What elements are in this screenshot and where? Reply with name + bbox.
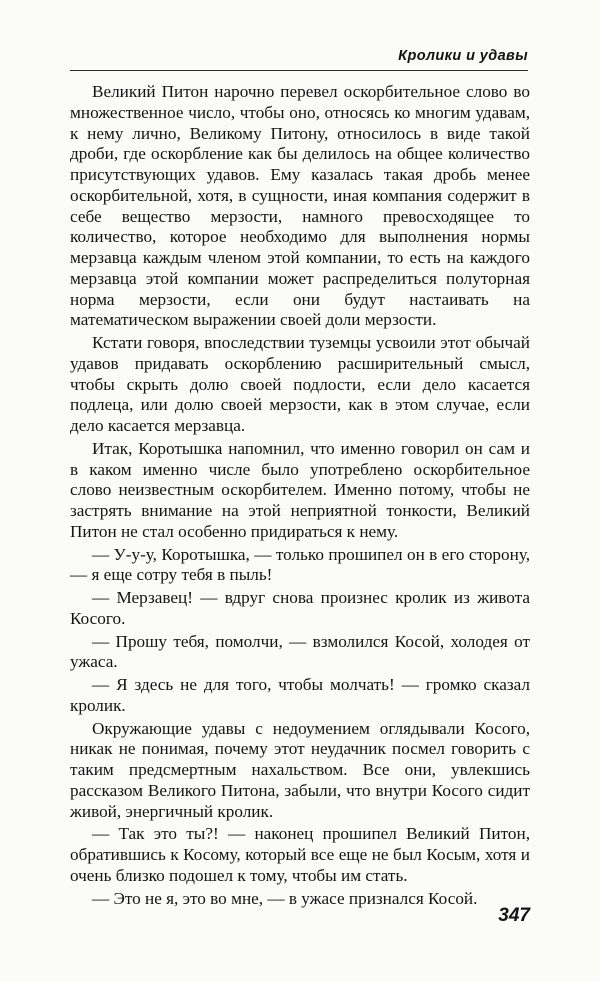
page-number: 347 <box>498 905 530 926</box>
paragraph-5: — Мерзавец! — вдруг снова произнес кролик из живота Косого. <box>70 588 530 628</box>
paragraph-3: Итак, Коротышка напомнил, что именно говорил он сам и в каком именно числе было употреблено оскорбительное слово неизвестным оскорбителем. Именно потому, чтобы не застрять внимание на этой неприятной тонкости, Великий Питон не стал особенно придираться к нему. <box>70 438 530 541</box>
running-head <box>70 48 528 71</box>
paragraph-1: Великий Питон нарочно перевел оскорбительное слово во множественное число, чтобы оно, относясь ко многим удавам, к нему лично, Великому Питону, относилось в виде такой дроби, где оскорбление как бы делилось на общее количество присутствующих удавов. Ему казалась такая дробь менее оскорбительной, хотя, в сущности, иная компания содержит в себе вещество мерзости, намного превосходящее то количество, которое необходимо для выполнения нормы мерзавца каждым членом этой компании, то есть на каждого мерзавца этой компании может распределиться полуторная норма мерзости, если они будут настаивать на математическом выражении своей доли мерзости. <box>70 82 530 330</box>
paragraph-10: — Это не я, это во мне, — в ужасе признался Косой. <box>92 888 478 908</box>
paragraph-9: — Так это ты?! — наконец прошипел Великий Питон, обратившись к Косому, который все еще не был Косым, хотя и очень близко подошел к тому, чтобы им стать. <box>70 824 530 885</box>
text-block <box>70 82 530 909</box>
running-title: Кролики и удавы <box>398 48 528 64</box>
paragraph-8: Окружающие удавы с недоумением оглядывали Косого, никак не понимая, почему этот неудачник посмел говорить с таким предсмертным нахальством. Все они, увлекшись рассказом Великого Питона, забыли, что внутри Косого сидит живой, энергичный кролик. <box>70 718 530 821</box>
paragraph-6: — Прошу тебя, помолчи, — взмолился Косой, холодея от ужаса. <box>70 631 530 672</box>
paragraph-7: — Я здесь не для того, чтобы молчать! — громко сказал кролик. <box>70 675 530 715</box>
paragraph-2: Кстати говоря, впоследствии туземцы усвоили этот обычай удавов придавать оскорблению расширительный смысл, чтобы скрыть долю своей подлости, если дело касается подлеца, или долю своей мерзости, как в этом случае, если дело касается мерзавца. <box>70 333 530 435</box>
paragraph-4: — У-у-у, Коротышка, — только прошипел он в его сторону, — я еще сотру тебя в пыль! <box>70 544 530 585</box>
